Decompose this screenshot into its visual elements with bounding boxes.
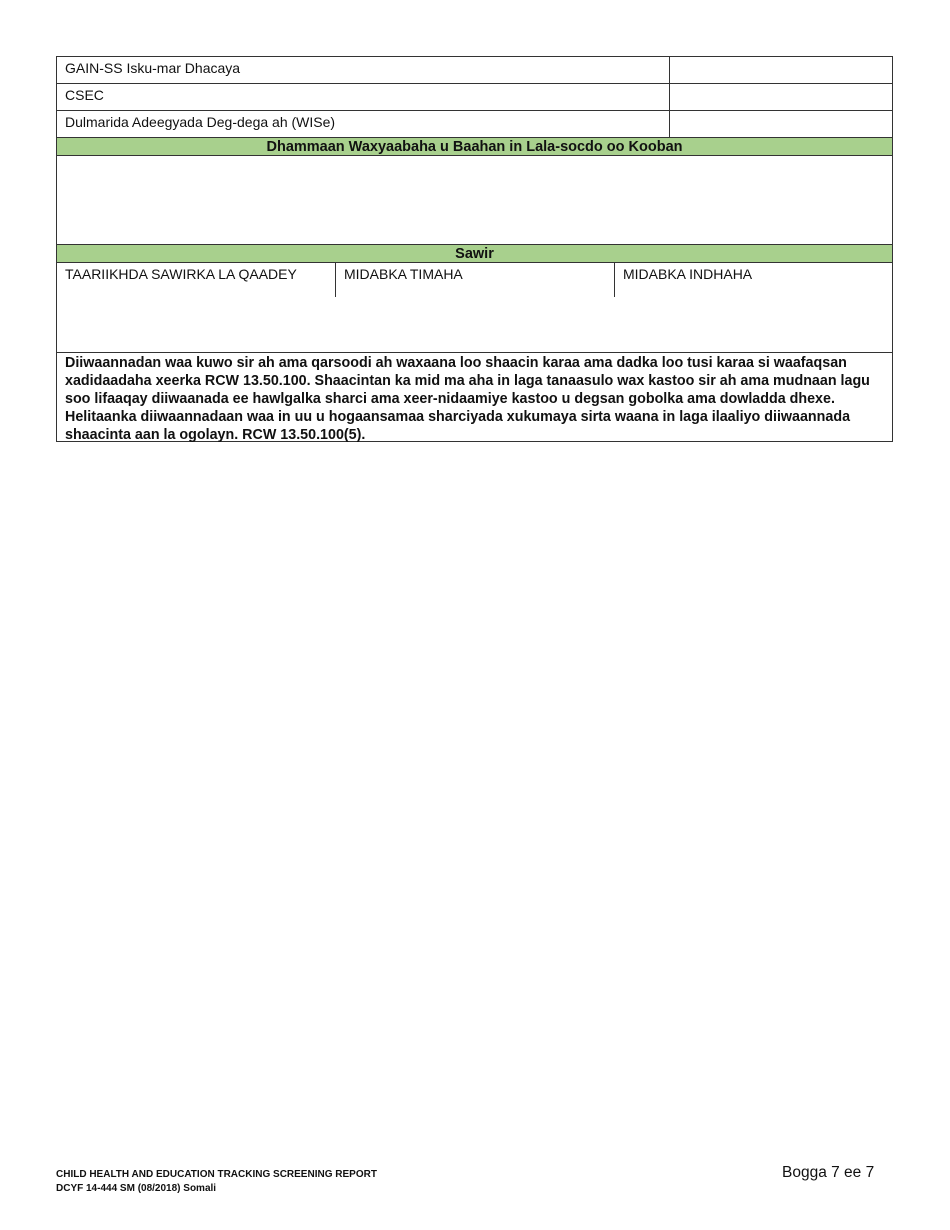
- hair-color-cell[interactable]: [336, 263, 615, 352]
- service-label: CSEC: [57, 84, 670, 110]
- service-label: GAIN-SS Isku-mar Dhacaya: [57, 57, 670, 83]
- service-value-field[interactable]: [670, 111, 892, 137]
- footer-form-number: DCYF 14-444 SM (08/2018) Somali: [56, 1183, 217, 1194]
- photo-details-row: [56, 263, 893, 353]
- service-row-gain-ss: [56, 57, 893, 84]
- eye-color-cell[interactable]: [615, 263, 892, 352]
- service-value-field[interactable]: [670, 84, 892, 110]
- section-header-title: Sawir: [455, 246, 494, 262]
- service-row-wise: [56, 111, 893, 138]
- service-row-csec: [56, 84, 893, 111]
- notice-text: Diiwaannadan waa kuwo sir ah ama qarsoodi ah waxaana loo shaacin karaa ama dadka loo tusi karaa si waafaqsan xadidaadaha xeerka RCW 13.50.100. Shaacintan ka mid ma aha in laga tanaasulo wax kastoo sir ah ama mudnaan lagu soo lifaaqay diiwaanada ee hawlgalka sharci ama xeer-nidaamiye kastoo u degsan gobolka ama dowladda dhexe. Helitaanka diiwaannadaan waa in uu u hogaansamaa sharciyada xukumaya sirta waana in laga ilaaliyo diiwaannada shaacinta aan la ogolayn. RCW 13.50.100(5).: [65, 355, 870, 443]
- footer-report-title: CHILD HEALTH AND EDUCATION TRACKING SCREENING REPORT: [56, 1169, 377, 1180]
- section-header-photo: [56, 245, 893, 263]
- eye-color-label: MIDABKA INDHAHA: [623, 266, 753, 282]
- confidentiality-notice: [56, 353, 893, 442]
- service-value-field[interactable]: [670, 57, 892, 83]
- form-table: [56, 56, 893, 442]
- section-header-title: Dhammaan Waxyaabaha u Baahan in Lala-socdo oo Kooban: [266, 139, 683, 155]
- footer-form-info: [56, 1168, 377, 1196]
- photo-date-label: TAARIIKHDA SAWIRKA LA QAADEY: [65, 266, 297, 282]
- hair-color-label: MIDABKA TIMAHA: [344, 266, 463, 282]
- page-number: Bogga 7 ee 7: [782, 1164, 875, 1181]
- section-header-summary: [56, 138, 893, 156]
- service-label: Dulmarida Adeegyada Deg-dega ah (WISe): [57, 111, 670, 137]
- photo-date-cell[interactable]: [57, 263, 336, 352]
- summary-text-area[interactable]: [56, 156, 893, 245]
